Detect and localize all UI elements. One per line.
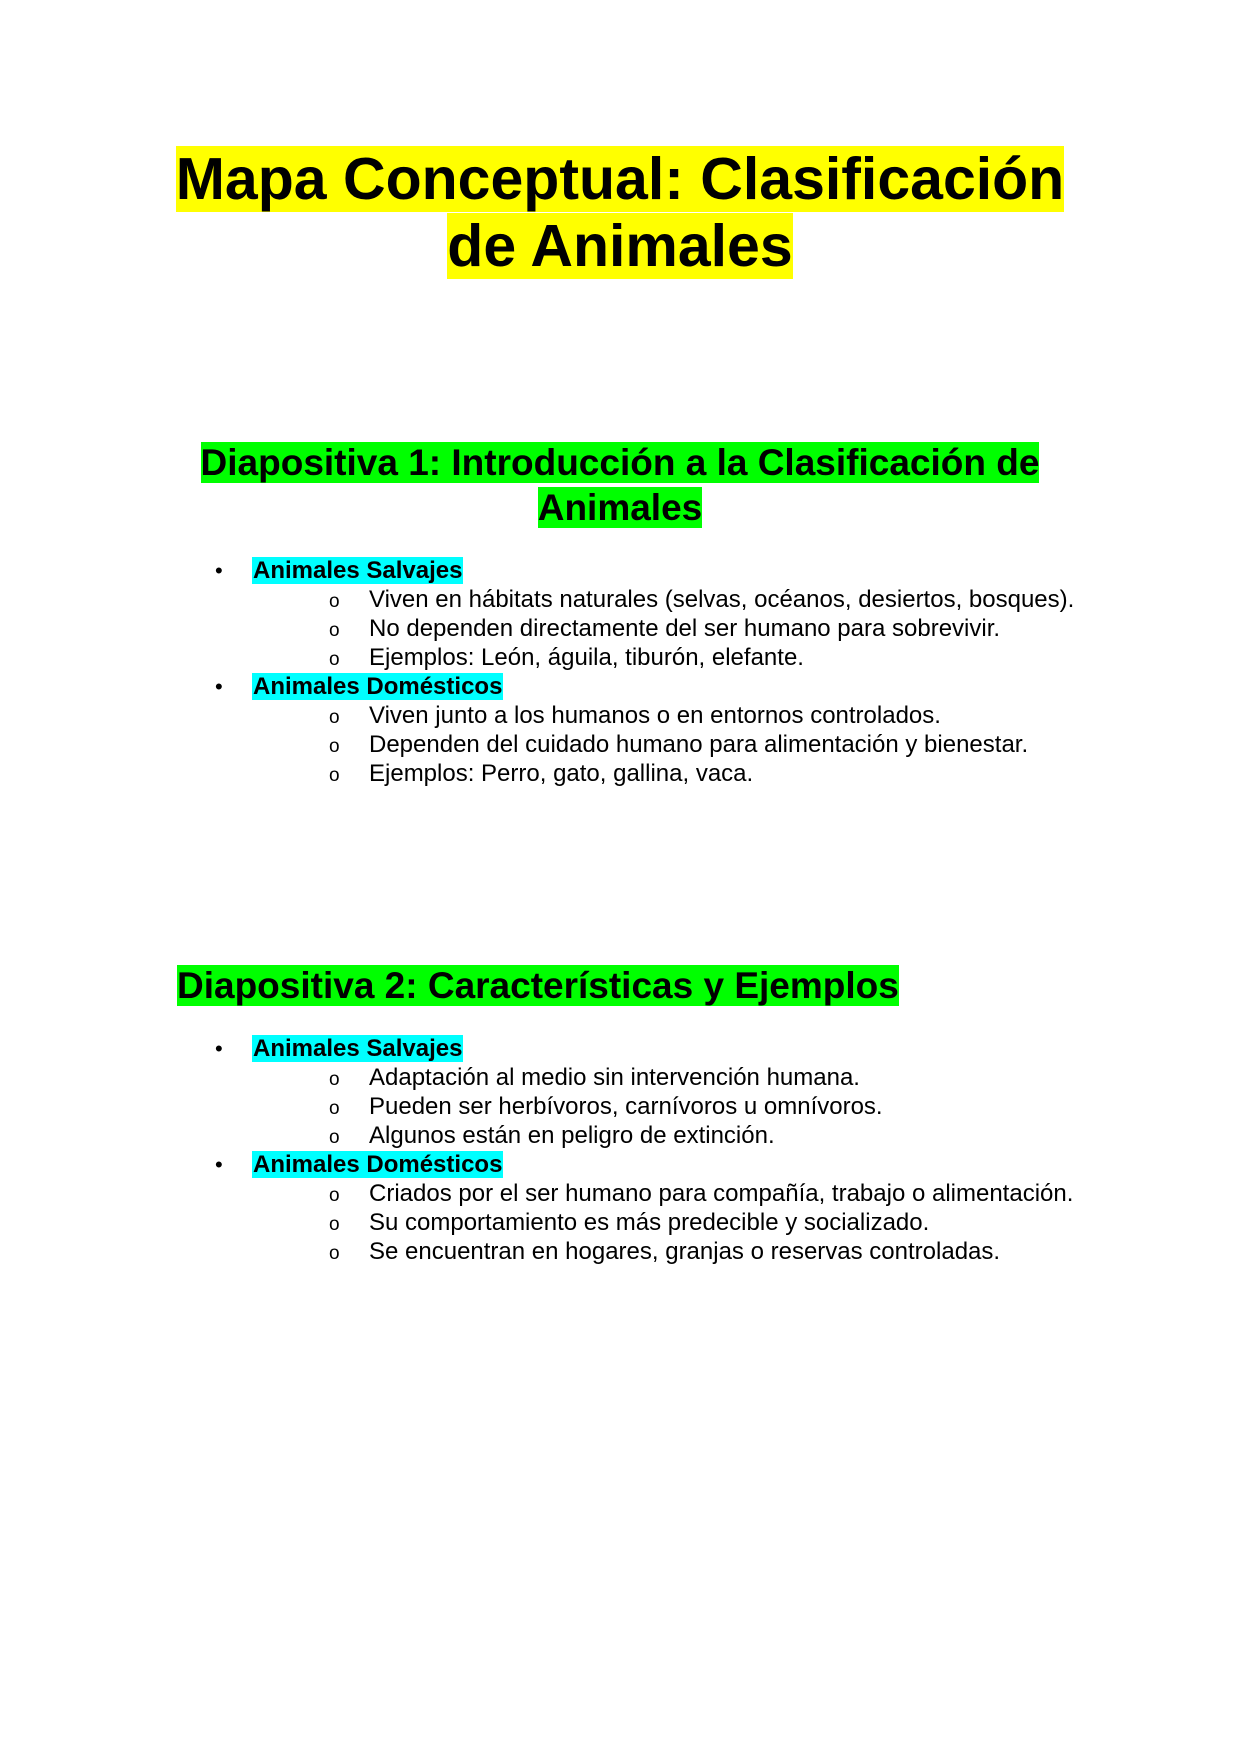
circle-bullet-icon: o [329, 707, 340, 728]
slide-2-list [210, 1034, 1110, 1266]
list-item-text: Ejemplos: León, águila, tiburón, elefante. [369, 644, 804, 671]
circle-bullet-icon: o [329, 1185, 340, 1206]
list-item-text: Criados por el ser humano para compañía, trabajo o alimentación. [369, 1180, 1074, 1207]
circle-bullet-icon: o [329, 1127, 340, 1148]
list-item-text: Viven junto a los humanos o en entornos controlados. [369, 702, 941, 729]
list-item-text: Adaptación al medio sin intervención humana. [369, 1064, 860, 1091]
list-item-text: Pueden ser herbívoros, carnívoros u omnívoros. [369, 1093, 883, 1120]
list-item-text: Algunos están en peligro de extinción. [369, 1122, 775, 1149]
circle-bullet-icon: o [329, 1069, 340, 1090]
circle-bullet-icon: o [329, 620, 340, 641]
list-item [252, 701, 1110, 730]
circle-bullet-icon: o [329, 591, 340, 612]
bullet-icon: • [215, 1152, 223, 1177]
bullet-icon: • [215, 1036, 223, 1061]
list-item-text: Dependen del cuidado humano para alimentación y bienestar. [369, 731, 1029, 758]
category-label: Animales Domésticos [253, 1151, 503, 1178]
title-line-1: Mapa Conceptual: Clasificación [175, 146, 1065, 212]
list-item-text: No dependen directamente del ser humano para sobrevivir. [369, 615, 1001, 642]
slide-1-heading-line-2: Animales [537, 487, 703, 528]
category-label: Animales Salvajes [253, 1035, 463, 1062]
category-label: Animales Salvajes [253, 557, 463, 584]
title-line-2: de Animales [447, 213, 793, 279]
slide-1-heading-line-1: Diapositiva 1: Introducción a la Clasificación de [200, 442, 1040, 483]
circle-bullet-icon: o [329, 1098, 340, 1119]
slide-1-category-domestic [210, 672, 1110, 788]
slide-2-category-wild [210, 1034, 1110, 1150]
circle-bullet-icon: o [329, 1243, 340, 1264]
list-item [252, 643, 1110, 672]
document-title [150, 146, 1090, 280]
slide-2-category-domestic [210, 1150, 1110, 1266]
circle-bullet-icon: o [329, 1214, 340, 1235]
sub-list [252, 1179, 1110, 1266]
sub-list [252, 585, 1110, 672]
slide-1-category-wild [210, 556, 1110, 672]
list-item [252, 1063, 1110, 1092]
category-label: Animales Domésticos [253, 673, 503, 700]
list-item [252, 585, 1110, 614]
list-item [252, 730, 1110, 759]
bullet-icon: • [215, 674, 223, 699]
circle-bullet-icon: o [329, 765, 340, 786]
list-item-text: Se encuentran en hogares, granjas o reservas controladas. [369, 1238, 1001, 1265]
circle-bullet-icon: o [329, 649, 340, 670]
list-item [252, 1208, 1110, 1237]
list-item-text: Su comportamiento es más predecible y socializado. [369, 1209, 930, 1236]
slide-1-heading [150, 440, 1090, 530]
slide-2-heading-text: Diapositiva 2: Características y Ejemplos [177, 965, 899, 1006]
list-item-text: Ejemplos: Perro, gato, gallina, vaca. [369, 760, 754, 787]
list-item [252, 1179, 1110, 1208]
list-item [252, 1092, 1110, 1121]
list-item-text: Viven en hábitats naturales (selvas, océanos, desiertos, bosques). [369, 586, 1075, 613]
sub-list [252, 1063, 1110, 1150]
list-item [252, 614, 1110, 643]
list-item [252, 1121, 1110, 1150]
circle-bullet-icon: o [329, 736, 340, 757]
sub-list [252, 701, 1110, 788]
slide-1-list [210, 556, 1110, 788]
list-item [252, 1237, 1110, 1266]
bullet-icon: • [215, 558, 223, 583]
list-item [252, 759, 1110, 788]
slide-2-heading [177, 963, 899, 1008]
